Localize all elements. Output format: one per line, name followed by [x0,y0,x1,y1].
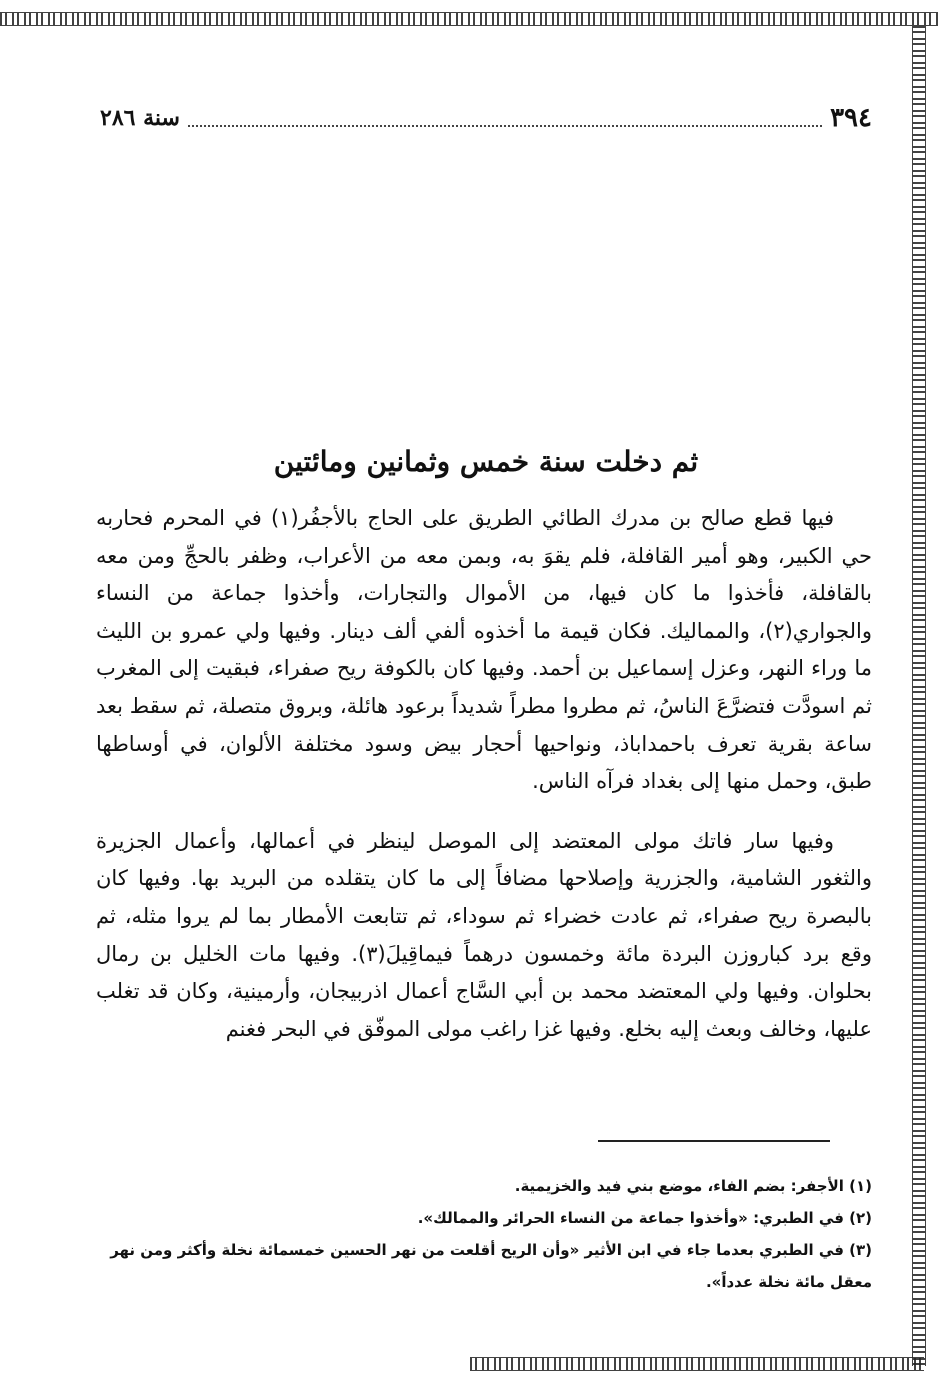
chapter-title: ثم دخلت سنة خمس وثمانين ومائتين [273,445,699,478]
paragraph: فيها قطع صالح بن مدرك الطائي الطريق على الحاج بالأجفُر(١) في المحرم فحاربه حي الكبير، وهو أمير القافلة، فلم يقوَ به، وبمن معه من الأعراب، وظفر بالحجِّ ومن معه بالقافلة، فأخذوا ما كان فيها، من الأموال والتجارات، وأخذوا جماعة من النساء والجواري(٢)، والمماليك. فكان قيمة ما أخذوه ألفي ألف دينار. وفيها ولي عمرو بن الليث ما وراء النهر، وعزل إسماعيل بن أحمد. وفيها كان بالكوفة ريح صفراء، فبقيت إلى المغرب ثم اسودَّت فتضرَّعَ الناسُ، ثم مطروا مطراً شديداً برعود هائلة، وبروق متصلة، ثم سقط بعد ساعة بقرية تعرف باحمداباذ، ونواحيها أحجار بيض وسود مختلفة الألوان، في أوساطها طبق، وحمل منها إلى بغداد فرآه الناس. [96,506,872,794]
main-text [96,500,872,1048]
header-leader-dots [188,123,822,127]
footnote-separator [598,1140,830,1142]
decorative-border-bottom [470,1357,924,1371]
decorative-border-top [0,12,938,26]
running-title: سنة ٢٨٦ [100,105,180,131]
footnote: (٢) في الطبري: «وأخذوا جماعة من النساء الحرائر والممالك». [417,1209,872,1227]
footnotes [96,1170,872,1298]
page-header [100,98,872,138]
footnote: (٣) في الطبري بعدما جاء في ابن الأثير «وأن الريح أقلعت من نهر الحسين خمسمائة نخلة وأكثر ومن نهر معقل مائة نخلة عدداً». [110,1241,872,1291]
decorative-border-right [912,26,926,1366]
page-number: ٣٩٤ [830,103,872,133]
footnote: (١) الأجفر: بضم الفاء، موضع بني فيد والخزيمية. [514,1177,872,1195]
paragraph: وفيها سار فاتك مولى المعتضد إلى الموصل لينظر في أعمالها، وأعمال الجزيرة والثغور الشامية، والجزرية وإصلاحها مضافاً إلى ما كان يتقلده من البريد بها. وفيها كان بالبصرة ريح صفراء، ثم عادت خضراء ثم سوداء، ثم تتابعت الأمطار بما لم يروا مثله، ثم وقع برد كباروزن البردة مائة وخمسون درهماً فيماقِيلَ(٣). وفيها مات الخليل بن رمال بحلوان. وفيها ولي المعتضد محمد بن أبي السَّاج أعمال اذربيجان، وأرمينية، وكان قد تغلب عليها، وخالف وبعث إليه بخلع. وفيها غزا راغب مولى الموفّق في البحر فغنم [96,828,872,1041]
